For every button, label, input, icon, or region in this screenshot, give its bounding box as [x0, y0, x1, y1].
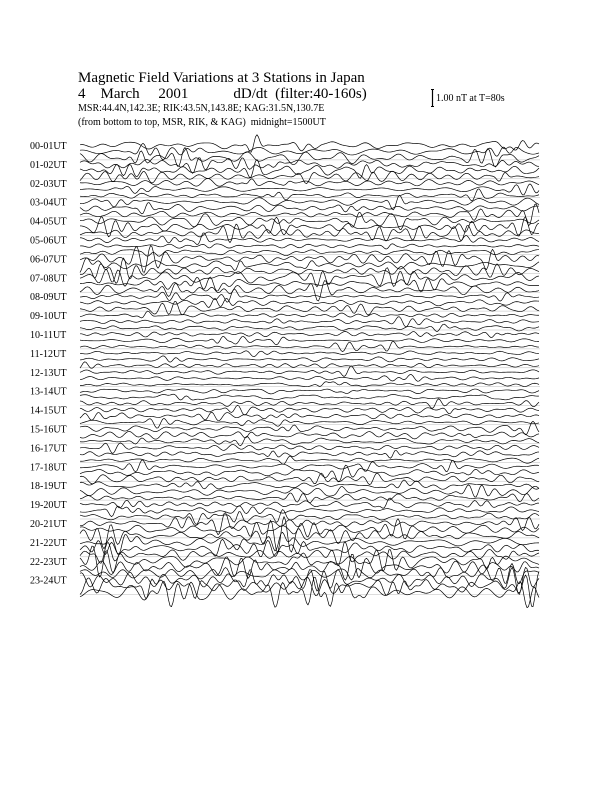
row-label: 19-20UT [30, 500, 67, 512]
row-label: 02-03UT [30, 178, 67, 190]
row-label: 03-04UT [30, 197, 67, 209]
station-trace [80, 311, 539, 318]
row-label: 22-23UT [30, 556, 67, 568]
row-label: 23-24UT [30, 575, 67, 587]
station-trace [80, 356, 539, 362]
station-trace [80, 203, 539, 214]
station-trace [80, 258, 539, 283]
row-label: 21-22UT [30, 537, 67, 549]
station-trace [80, 184, 539, 195]
station-trace [80, 473, 539, 485]
row-label: 01-02UT [30, 159, 67, 171]
station-trace [80, 362, 539, 368]
station-trace [80, 519, 539, 539]
station-trace [80, 217, 539, 237]
station-trace [80, 389, 539, 394]
row-label: 13-14UT [30, 386, 67, 398]
station-trace [80, 382, 539, 387]
station-trace [80, 336, 539, 344]
row-label: 11-12UT [30, 348, 67, 360]
station-trace [80, 302, 539, 315]
station-trace [80, 513, 539, 535]
chart-title: Magnetic Field Variations at 3 Stations in Japan [78, 70, 365, 86]
row-label: 17-18UT [30, 462, 67, 474]
row-label: 00-01UT [30, 141, 67, 152]
station-trace [80, 577, 539, 607]
station-trace [80, 375, 539, 382]
row-label: 14-15UT [30, 405, 67, 417]
quantity: dD/dt [233, 86, 268, 102]
row-label: 04-05UT [30, 216, 67, 228]
station-trace [80, 233, 539, 245]
station-trace [80, 317, 539, 327]
row-label: 07-08UT [30, 273, 67, 285]
stations-line: MSR:44.4N,142.3E; RIK:43.5N,143.8E; KAG:31.5N,130.7E [78, 103, 325, 114]
filter: (filter:40-160s) [275, 86, 367, 102]
scale-label: 1.00 nT at T=80s [436, 93, 505, 104]
station-trace [80, 412, 539, 420]
row-label: 10-11UT [30, 330, 67, 341]
station-trace [80, 324, 539, 331]
station-trace [80, 405, 539, 415]
midnight-note: midnight=1500UT [250, 117, 326, 128]
station-trace [80, 436, 539, 445]
station-trace [80, 135, 539, 153]
station-trace [80, 542, 539, 566]
station-trace [80, 351, 539, 357]
station-trace [80, 143, 539, 159]
station-trace [80, 394, 539, 400]
station-trace [80, 331, 539, 337]
station-trace [80, 443, 539, 453]
station-trace [80, 244, 539, 249]
station-trace [80, 493, 539, 503]
row-label: 18-19UT [30, 481, 67, 493]
station-trace [80, 399, 539, 408]
station-trace [80, 298, 539, 307]
station-trace [80, 246, 539, 273]
order-note: (from bottom to top, MSR, RIK, & KAG) [78, 117, 246, 128]
month: March [100, 86, 140, 102]
station-trace [80, 418, 539, 428]
row-label: 08-09UT [30, 292, 67, 304]
row-label: 06-07UT [30, 254, 67, 266]
station-trace [80, 289, 539, 302]
row-label: 12-13UT [30, 367, 67, 379]
row-label: 15-16UT [30, 424, 67, 436]
station-trace [80, 485, 539, 497]
row-label: 20-21UT [30, 519, 67, 530]
year: 2001 [158, 86, 189, 102]
day: 4 [78, 86, 86, 102]
row-label: 05-06UT [30, 235, 67, 247]
station-trace [80, 456, 539, 464]
station-trace [80, 451, 539, 459]
station-trace [80, 341, 539, 351]
row-label: 16-17UT [30, 443, 67, 455]
row-label: 09-10UT [30, 311, 67, 323]
station-trace [80, 158, 539, 173]
station-trace [80, 506, 539, 517]
station-trace [80, 431, 539, 439]
